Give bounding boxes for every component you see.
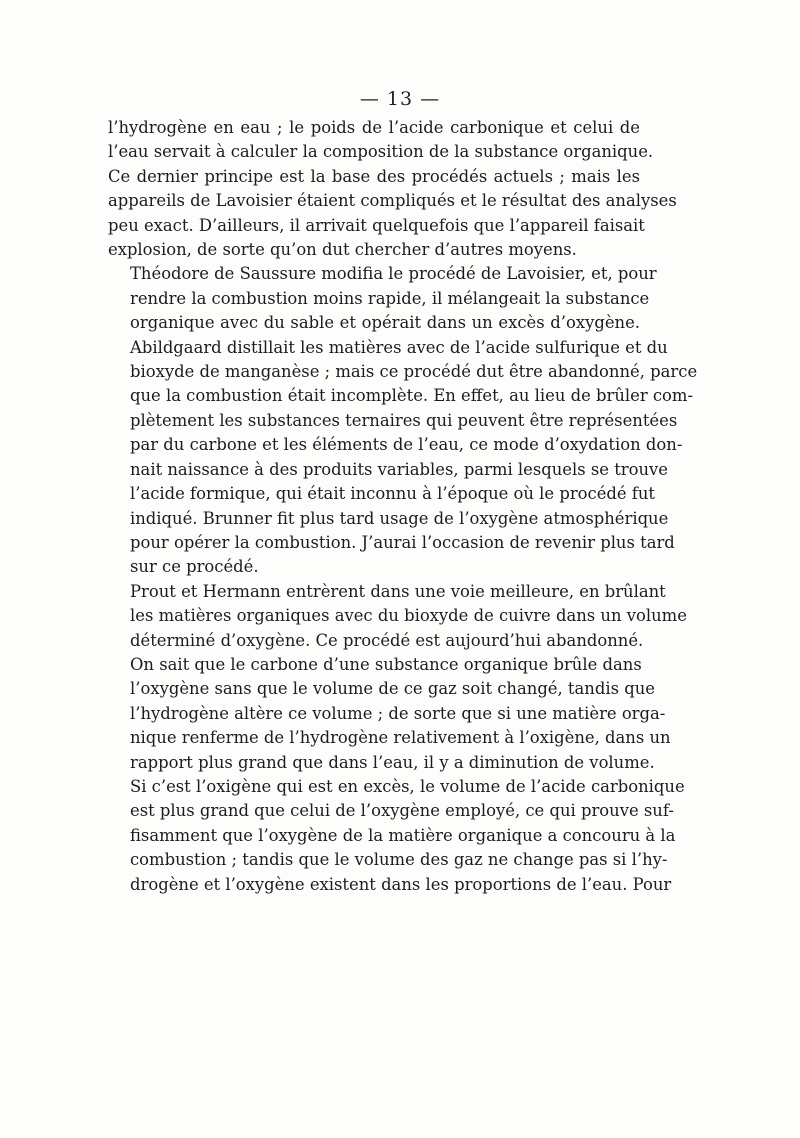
text-line: pour opérer la combustion. J’aurai l’occasion de revenir plus tard [130,532,675,552]
text-line: sur ce procédé. [130,557,259,577]
paragraph-3 [108,580,687,653]
text-line: fisamment que l’oxygène de la matière organique a concouru à la [130,825,676,845]
paragraph-2 [108,262,698,579]
text-line: rapport plus grand que dans l’eau, il y a diminution de volume. [130,752,655,772]
paragraph-4 [108,653,685,897]
text-line: organique avec du sable et opérait dans un excès d’oxygène. [130,313,640,333]
text-line: nique renferme de l’hydrogène relativement à l’oxigène, dans un [130,728,671,748]
text-line: appareils de Lavoisier étaient compliqués et le résultat des analyses [108,191,677,211]
text-line: plètement les substances ternaires qui peuvent être représentées [130,410,678,430]
text-line: Théodore de Saussure modifia le procédé de Lavoisier, et, pour [130,264,657,284]
text-line: Prout et Hermann entrèrent dans une voie meilleure, en brûlant [130,581,666,601]
text-line: est plus grand que celui de l’oxygène employé, ce qui prouve suf- [130,801,674,821]
text-line: rendre la combustion moins rapide, il mélangeait la substance [130,288,650,308]
text-line: peu exact. D’ailleurs, il arrivait quelquefois que l’appareil faisait [108,215,645,235]
body-text [108,116,698,897]
paragraph-1 [108,116,677,262]
text-line: l’oxygène sans que le volume de ce gaz soit changé, tandis que [130,679,655,699]
text-line: Abildgaard distillait les matières avec de l’acide sulfurique et du [130,337,668,357]
text-line: combustion ; tandis que le volume des gaz ne change pas si l’hy- [130,850,668,870]
text-line: les matières organiques avec du bioxyde de cuivre dans un volume [130,606,687,626]
text-line: déterminé d’oxygène. Ce procédé est aujourd’hui abandonné. [130,630,644,650]
text-line: par du carbone et les éléments de l’eau, ce mode d’oxydation don- [130,435,683,455]
text-line: Ce dernier principe est la base des procédés actuels ; mais les [108,166,640,186]
text-line: l’acide formique, qui était inconnu à l’époque où le procédé fut [130,484,656,504]
text-line: indiqué. Brunner fit plus tard usage de l’oxygène atmosphérique [130,508,669,528]
text-line: l’hydrogène en eau ; le poids de l’acide carbonique et celui de [108,118,640,137]
text-line: drogène et l’oxygène existent dans les proportions de l’eau. Pour [130,874,672,894]
text-line: Si c’est l’oxigène qui est en excès, le volume de l’acide carbonique [130,776,685,796]
text-line: On sait que le carbone d’une substance organique brûle dans [130,654,642,674]
text-line: explosion, de sorte qu’on dut chercher d’autres moyens. [108,240,577,260]
text-line: que la combustion était incomplète. En effet, au lieu de brûler com- [130,386,693,406]
text-line: nait naissance à des produits variables, parmi lesquels se trouve [130,459,669,479]
text-line: l’eau servait à calculer la composition de la substance organique. [108,142,654,162]
page-number: — 13 — [359,88,441,110]
text-line: l’hydrogène altère ce volume ; de sorte que si une matière orga- [130,703,666,723]
text-line: bioxyde de manganèse ; mais ce procédé dut être abandonné, parce [130,362,698,382]
